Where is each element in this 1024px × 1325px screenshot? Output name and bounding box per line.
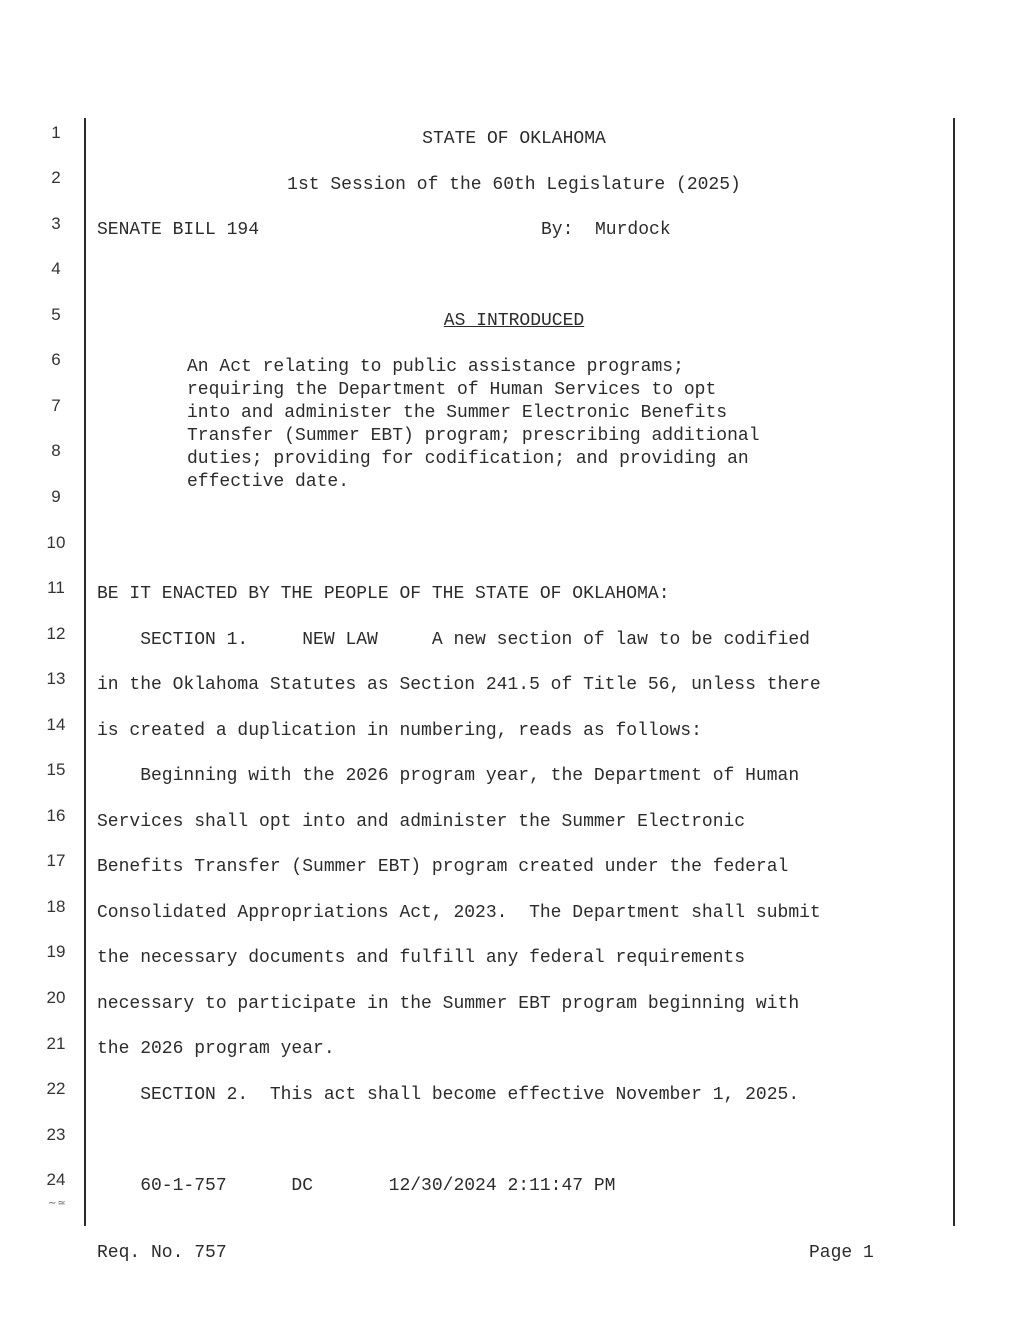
bill-status: AS INTRODUCED <box>443 311 585 331</box>
left-margin-rule <box>84 118 86 1226</box>
request-number: Req. No. 757 <box>97 1243 227 1263</box>
line-number: 8 <box>51 441 61 460</box>
body-line: SECTION 1. NEW LAW A new section of law to be codified <box>97 630 810 650</box>
line-number: 10 <box>46 533 66 552</box>
body-line: Services shall opt into and administer the Summer Electronic <box>97 812 746 832</box>
body-line: is created a duplication in numbering, reads as follows: <box>97 721 702 741</box>
line-number: 17 <box>46 851 66 870</box>
body-line: in the Oklahoma Statutes as Section 241.5 of Title 56, unless there <box>97 675 821 695</box>
state-heading: STATE OF OKLAHOMA <box>422 129 606 149</box>
line-number: 20 <box>46 988 66 1007</box>
right-margin-rule <box>953 118 955 1226</box>
body-line: Beginning with the 2026 program year, the Department of Human <box>97 766 800 786</box>
body-line: the 2026 program year. <box>97 1039 335 1059</box>
line-number: 21 <box>46 1034 66 1053</box>
line-number: 4 <box>51 259 61 278</box>
line-number: 7 <box>51 396 61 415</box>
line-number: 5 <box>51 305 61 324</box>
line-number: 6 <box>51 350 61 369</box>
body-line: necessary to participate in the Summer EBT program beginning with <box>97 994 800 1014</box>
line-number: 16 <box>46 806 66 825</box>
line-number: 24 <box>46 1170 66 1189</box>
line-number: 18 <box>46 897 66 916</box>
line-number: 22 <box>46 1079 66 1098</box>
bill-author: By: Murdock <box>541 220 671 240</box>
page-number: Page 1 <box>809 1243 874 1263</box>
cropped-line-number-artifact: ∼≃ <box>48 1198 67 1209</box>
line-number: 13 <box>46 669 66 688</box>
bill-abstract: An Act relating to public assistance programs; requiring the Department of Human Services to opt into and administer the Summer Electronic Benefits Transfer (Summer EBT) program; prescribing additional duties; providing for codification; and providing an effective date. <box>187 357 760 492</box>
line-number: 23 <box>46 1125 66 1144</box>
body-line: the necessary documents and fulfill any federal requirements <box>97 948 746 968</box>
line-number: 12 <box>46 624 66 643</box>
line-number: 14 <box>46 715 66 734</box>
body-line: Benefits Transfer (Summer EBT) program created under the federal <box>97 857 789 877</box>
line-number: 9 <box>51 487 61 506</box>
line-number: 11 <box>47 578 65 597</box>
line-number: 2 <box>51 168 61 187</box>
line-number: 3 <box>51 214 61 233</box>
session-heading: 1st Session of the 60th Legislature (2025) <box>287 175 741 195</box>
line-number: 19 <box>46 942 66 961</box>
bill-number: SENATE BILL 194 <box>97 220 260 240</box>
line-number: 15 <box>46 760 66 779</box>
body-line: SECTION 2. This act shall become effective November 1, 2025. <box>97 1085 800 1105</box>
line-number: 1 <box>51 123 61 142</box>
enacting-clause: BE IT ENACTED BY THE PEOPLE OF THE STATE OF OKLAHOMA: <box>97 584 670 604</box>
draft-info: 60-1-757 DC 12/30/2024 2:11:47 PM <box>97 1176 616 1196</box>
body-line: Consolidated Appropriations Act, 2023. The Department shall submit <box>97 903 821 923</box>
